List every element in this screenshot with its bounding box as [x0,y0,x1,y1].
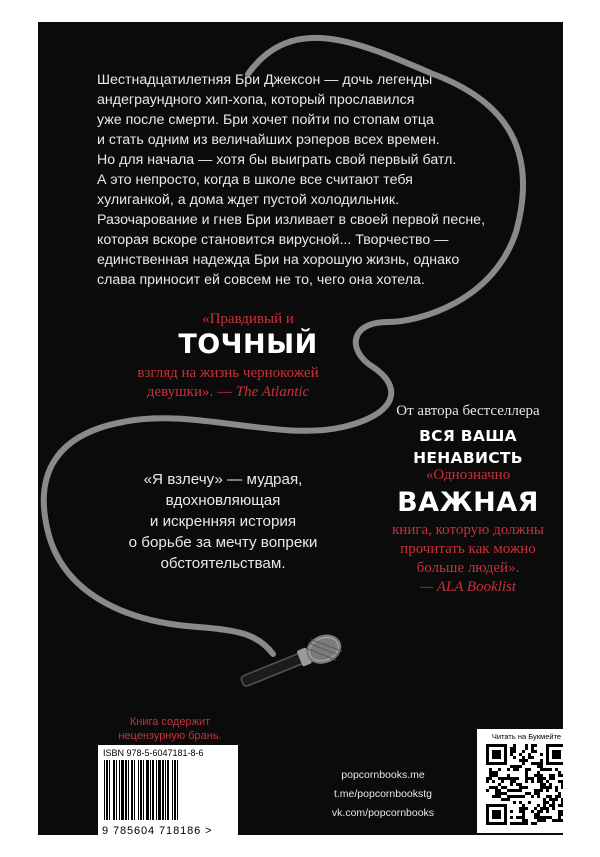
quote-atlantic-source: The Atlantic [235,384,310,400]
profanity-warning [100,715,240,743]
quote-atlantic [148,310,348,361]
quote-booklist-open: «Однозначно [425,467,511,483]
profanity-warning-line1: Книга содержит [129,716,211,728]
story-line: обстоятельствам. [160,555,286,572]
link-vk[interactable]: vk.com/popcornbooks [331,807,435,819]
quote-booklist-line: больше людей». [416,560,520,576]
story-summary [118,469,328,574]
author-note-title: ВСЯ ВАША НЕНАВИСТЬ [413,427,523,467]
story-line: и искренняя история [149,513,297,530]
qr-label: Читать на Букмейте [491,732,562,741]
quote-booklist-highlight: ВАЖНАЯ [397,487,539,518]
blurb-line: и стать одним из величайших рэперов всех времен. [97,132,440,148]
microphone-icon [218,622,358,702]
quote-booklist-line: книга, которую должны [392,522,544,538]
link-site[interactable]: popcornbooks.me [341,769,425,781]
story-line: о борьбе за мечту вопреки [128,534,318,551]
quote-atlantic-open: «Правдивый и [202,311,294,327]
quote-booklist-source: — ALA Booklist [419,579,517,595]
qr-code-icon[interactable] [486,744,563,825]
quote-atlantic-line1: взгляд на жизнь чернокожей [137,365,319,381]
author-note [378,402,558,469]
story-line: «Я взлечу» — мудрая, [143,471,303,488]
blurb-line: андеграундного хип-хопа, который прославился [97,92,415,108]
blurb-line: А это непросто, когда в школе все считают тебя [97,172,413,188]
qr-block [477,729,563,833]
blurb-line: Но для начала — хотя бы выиграть свой первый батл. [97,152,457,168]
blurb-line: хулиганкой, а дома ждет пустой холодильник. [97,192,400,208]
isbn-text: ISBN 978-5-6047181-8-6 [103,748,204,758]
publisher-links [318,766,448,823]
book-back-cover [38,22,563,835]
story-line: вдохновляющая [165,492,281,509]
blurb-text [97,70,563,290]
blurb-line: Шестнадцатилетняя Бри Джексон — дочь легенды [97,72,433,88]
quote-atlantic-body [83,364,373,402]
barcode-digits: 9 785604 718186 > [102,825,213,835]
blurb-line: которая вскоре становится вирусной... Творчество — [97,232,449,248]
author-note-from: От автора бестселлера [396,403,540,419]
barcode-icon [102,760,234,823]
blurb-line: Разочарование и гнев Бри изливает в своей первой песне, [97,212,486,228]
link-telegram[interactable]: t.me/popcornbookstg [333,788,433,800]
quote-booklist-line: прочитать как можно [400,541,536,557]
quote-atlantic-highlight: ТОЧНЫЙ [178,329,318,360]
blurb-line: слава приносит ей совсем не то, чего она хотела. [97,272,425,288]
blurb-line: уже после смерти. Бри хочет пойти по стопам отца [97,112,434,128]
quote-atlantic-line2-text: девушки». — [146,384,236,400]
quote-atlantic-line2 [83,383,373,402]
profanity-warning-line2: нецензурную брань. [118,730,222,742]
blurb-line: единственная надежда Бри на хорошую жизнь, однако [97,252,460,268]
quote-booklist [368,466,563,597]
barcode-block [98,745,238,835]
